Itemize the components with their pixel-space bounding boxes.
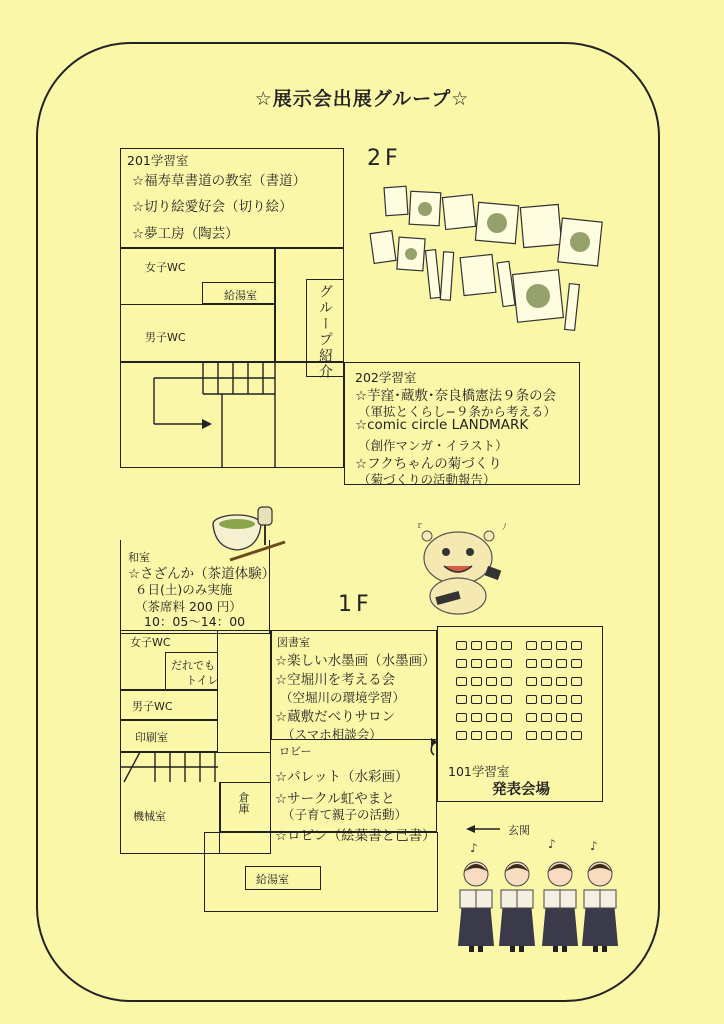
- room-201-name: 201学習室: [127, 153, 189, 168]
- lobby-line: ☆ロビン（絵葉書と己書）: [275, 828, 436, 844]
- svg-text:ｒ: ｒ: [415, 521, 425, 531]
- library-line: ☆蔵敷だべりサロン: [275, 709, 396, 725]
- singer: [582, 862, 618, 952]
- universal-toilet-label: トイレ: [186, 674, 219, 687]
- mens-wc-2f-label: 男子WC: [145, 331, 186, 344]
- floor-1-label: 1F: [338, 592, 373, 617]
- room-202-line: ☆芋窪･蔵敷･奈良橋憲法９条の会: [355, 388, 557, 404]
- room-201-item: ☆夢工房（陶芸）: [132, 226, 239, 242]
- library-line: ☆空堀川を考える会: [275, 672, 396, 688]
- library-line: （空堀川の環境学習）: [280, 690, 406, 705]
- room-202-name: 202学習室: [355, 370, 417, 385]
- library-line: ☆楽しい水墨画（水墨画）: [275, 653, 436, 669]
- svg-text:ﾉ: ﾉ: [502, 523, 507, 533]
- lobby-line: （子育て親子の活動）: [282, 807, 408, 822]
- room-201-item: ☆切り絵愛好会（切り絵）: [132, 199, 293, 215]
- svg-text:♪: ♪: [470, 841, 478, 855]
- room-202-line: ☆フクちゃんの菊づくり: [355, 456, 502, 472]
- room-101-sub: 発表会場: [492, 782, 550, 798]
- washitsu-line: ６日(土)のみ実施: [135, 582, 233, 597]
- group-intro-label: グループ紹介: [317, 284, 333, 380]
- womens-wc-1f-label: 女子WC: [130, 636, 171, 649]
- lobby-line: ☆サークル虹やまと: [275, 791, 395, 807]
- kitchen-1f-label: 給湯室: [256, 873, 289, 886]
- room-202-line: （菊づくりの活動報告）: [358, 472, 496, 487]
- machine-room-label: 機械室: [133, 810, 166, 823]
- library-line: （スマホ相談会）: [282, 727, 382, 742]
- washitsu-line: ☆さざんか（茶道体験）: [128, 566, 276, 582]
- entrance-label: 玄関: [508, 824, 530, 837]
- page-title: ☆展示会出展グループ☆: [254, 88, 470, 110]
- universal-toilet-label: だれでも: [171, 659, 215, 672]
- print-room-label: 印刷室: [135, 731, 168, 744]
- washitsu-line: 10：05〜14：00: [144, 614, 246, 629]
- mens-wc-1f-label: 男子WC: [132, 700, 173, 713]
- singer: [458, 862, 494, 952]
- singer: [542, 862, 578, 952]
- storage-label: 倉庫: [237, 792, 250, 814]
- womens-wc-2f-label: 女子WC: [145, 261, 186, 274]
- lobby-line: ☆パレット（水彩画）: [275, 769, 409, 785]
- library-name: 図書室: [277, 636, 310, 649]
- room-201-item: ☆福寿草書道の教室（書道）: [132, 173, 307, 189]
- lobby-name: ロビー: [279, 745, 312, 758]
- room-202-line: （創作マンガ・イラスト）: [358, 438, 508, 453]
- room-101-name: 101学習室: [448, 764, 510, 779]
- room-202-line: （軍拡とくらし−９条から考える）: [358, 404, 556, 419]
- washitsu-name: 和室: [128, 551, 150, 564]
- singer: [499, 862, 535, 952]
- floor-2-label: 2F: [367, 146, 402, 171]
- svg-text:♪: ♪: [548, 837, 556, 851]
- room-202-line: ☆comic circle LANDMARK: [355, 417, 529, 433]
- kitchen-2f-label: 給湯室: [224, 289, 257, 302]
- svg-text:♪: ♪: [590, 839, 598, 853]
- washitsu-line: （茶席料 200 円）: [135, 599, 242, 614]
